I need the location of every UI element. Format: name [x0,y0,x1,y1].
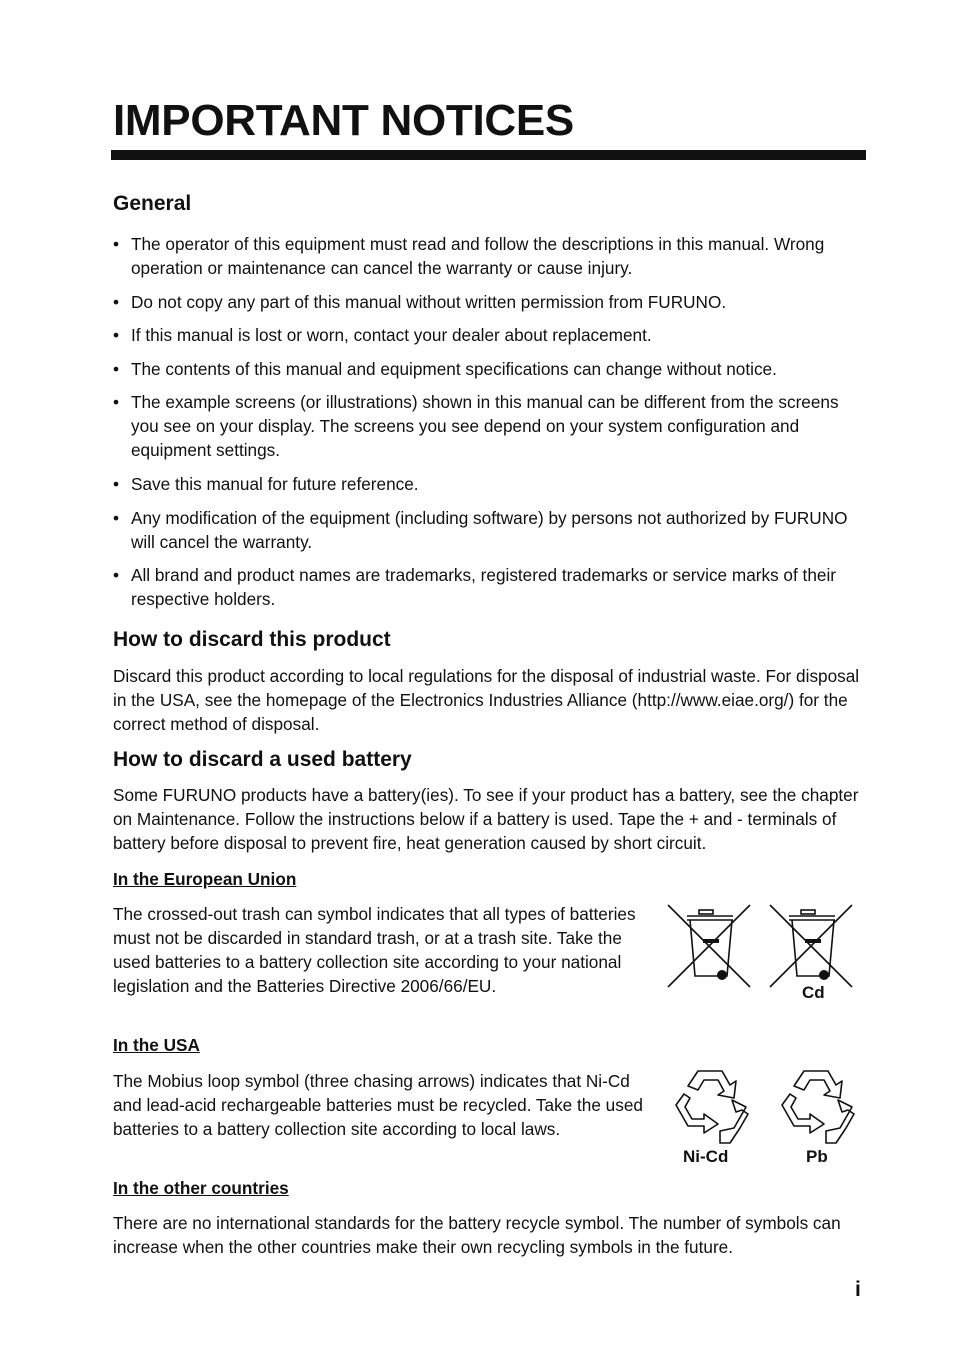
title-rule [111,150,866,160]
crossed-bin-icon [666,903,754,991]
discard-battery-text: Some FURUNO products have a battery(ies). To see if your product has a battery, see the chapter on Maintenance. Follow the instructions below if a battery is used. Tape the + and - terminals of battery before disposal to prevent fire, heat generation caused by short circuit. [113,785,859,853]
list-item: • The example screens (or illustrations) shown in this manual can be different from the screens you see on your display. The screens you see depend on your system configuration and equipment settings. [113,390,863,462]
list-item: • Save this manual for future reference. [113,472,863,496]
discard-product-text: Discard this product according to local regulations for the disposal of industrial waste. For disposal in the USA, see the homepage of the Electronics Industries Alliance (http://www.eiae.org/) for the correct method of disposal. [113,666,860,734]
list-item: • All brand and product names are trademarks, registered trademarks or service marks of their respective holders. [113,563,863,611]
list-item: • The operator of this equipment must read and follow the descriptions in this manual. Wrong operation or maintenance can cancel the warranty or cause injury. [113,232,863,280]
eu-text: The crossed-out trash can symbol indicates that all types of batteries must not be discarded in standard trash, or at a trash site. Take the used batteries to a battery collection site according to your national legislation and the Batteries Directive 2006/66/EU. [113,904,636,996]
list-item: • Do not copy any part of this manual without written permission from FURUNO. [113,290,863,314]
nicd-label: Ni-Cd [683,1147,729,1166]
mobius-loop-icon [776,1068,856,1146]
page-number: i [855,1278,861,1301]
cd-label: Cd [802,983,825,1002]
usa-heading: In the USA [113,1035,200,1055]
pb-label: Pb [806,1147,828,1166]
crossed-bin-cd-icon [768,903,856,991]
other-text: There are no international standards for the battery recycle symbol. The number of symbols can increase when the other countries make their own recycling symbols in the future. [113,1213,841,1257]
other-heading: In the other countries [113,1178,289,1198]
eu-heading: In the European Union [113,869,297,889]
page-title: IMPORTANT NOTICES [113,96,574,145]
list-item: • If this manual is lost or worn, contact your dealer about replacement. [113,323,863,347]
mobius-loop-icon [670,1068,750,1146]
discard-product-heading: How to discard this product [113,628,391,651]
general-heading: General [113,192,192,215]
discard-battery-heading: How to discard a used battery [113,748,412,771]
usa-text: The Mobius loop symbol (three chasing arrows) indicates that Ni-Cd and lead-acid rechargeable batteries must be recycled. Take the used batteries to a battery collection site according to local laws. [113,1071,643,1139]
list-item: • Any modification of the equipment (including software) by persons not authorized by FURUNO will cancel the warranty. [113,506,863,554]
list-item: • The contents of this manual and equipment specifications can change without notice. [113,357,863,381]
general-list [113,232,863,621]
